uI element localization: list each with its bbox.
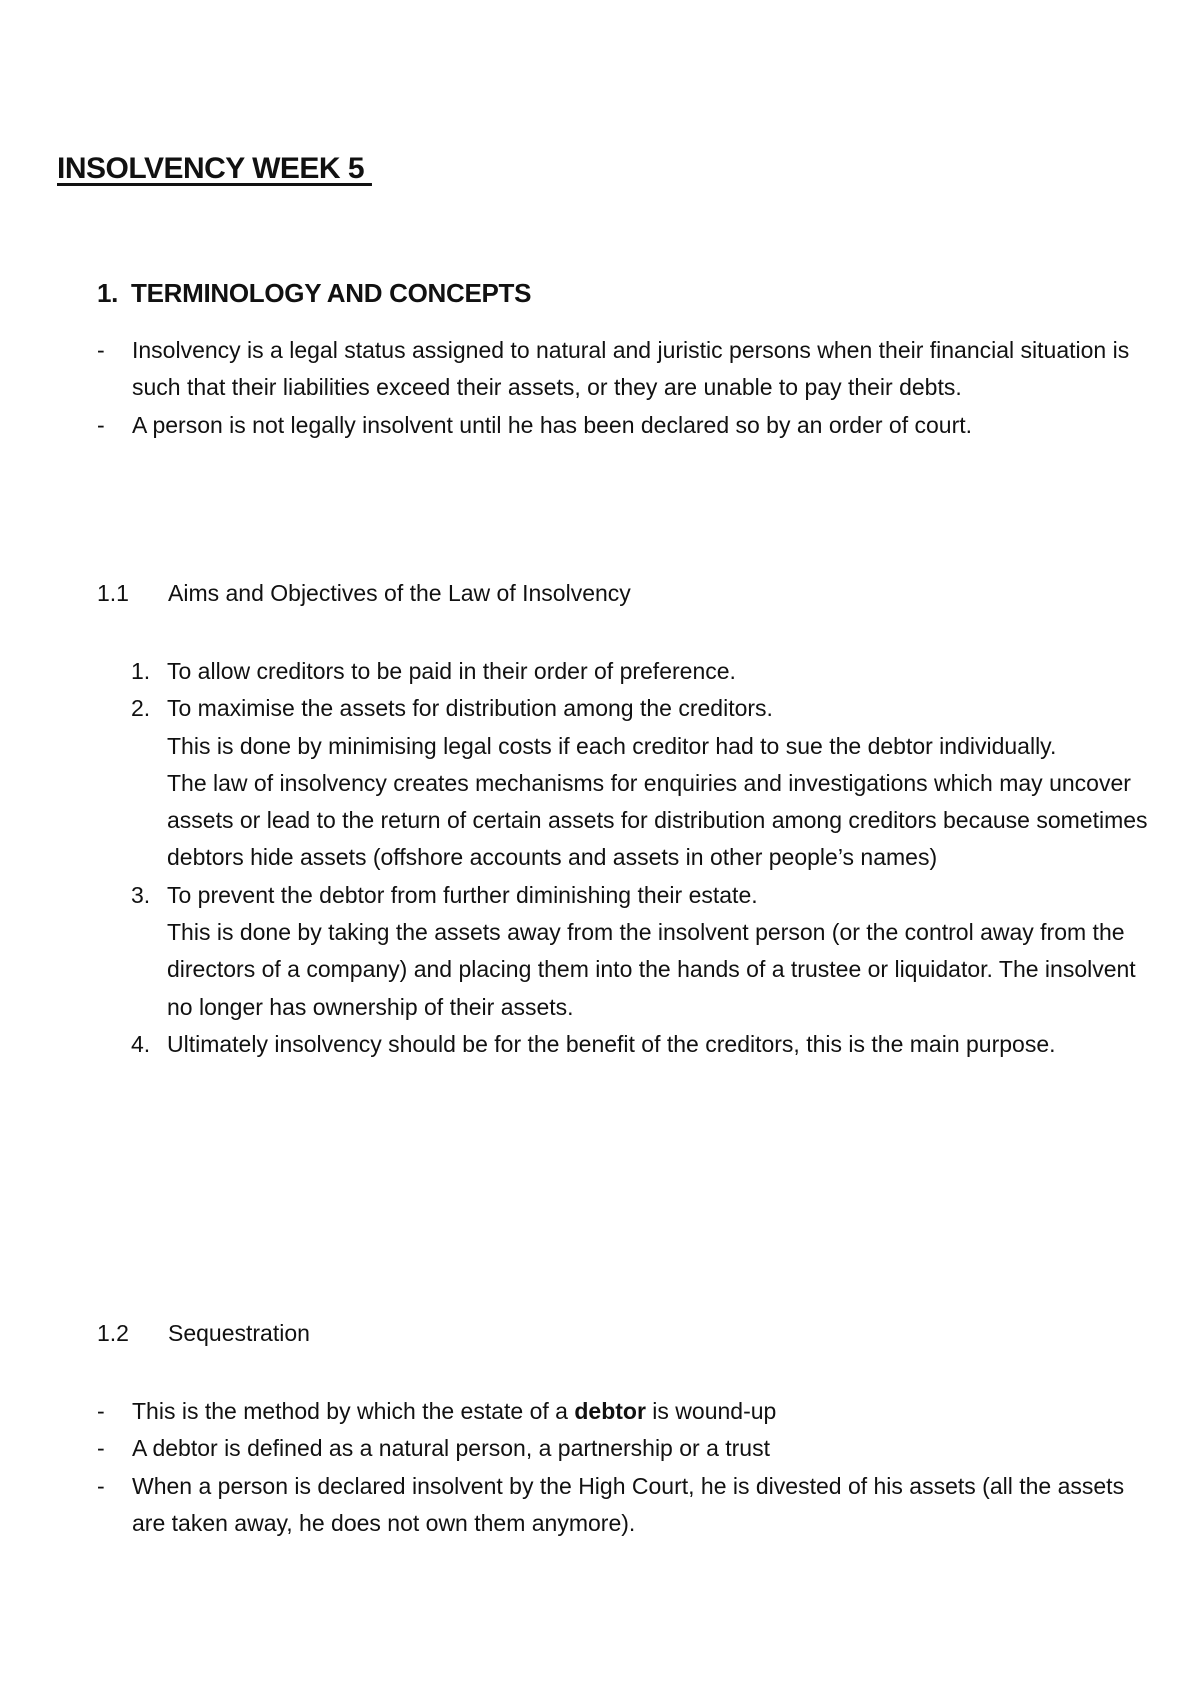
section-1-2-heading-text: Sequestration	[168, 1320, 310, 1346]
item-body	[167, 690, 1161, 876]
list-item	[131, 877, 1161, 1026]
bullet-marker: -	[97, 1398, 105, 1424]
item-paragraph: This is done by minimising legal costs if each creditor had to sue the debtor individually.	[167, 732, 1057, 759]
item-paragraph: This is done by taking the assets away from the insolvent person (or the control away from the directors of a company) and placing them into the hands of a trustee or liquidator. The insolvent no longer has ownership of their assets.	[167, 919, 1136, 1020]
bullet-text: Insolvency is a legal status assigned to natural and juristic persons when their financial situation is such that their liabilities exceed their assets, or they are unable to pay their debts.	[132, 337, 1130, 401]
bullet-text: A person is not legally insolvent until he has been declared so by an order of court.	[132, 411, 973, 438]
section-1-heading	[97, 278, 531, 309]
item-text: Ultimately insolvency should be for the benefit of the creditors, this is the main purpose.	[167, 1030, 1056, 1057]
bullet-text: When a person is declared insolvent by the High Court, he is divested of his assets (all the assets are taken away, he does not own them anymore).	[132, 1472, 1125, 1536]
list-item	[97, 1393, 1157, 1430]
list-item	[97, 407, 1157, 444]
section-1-2-heading	[97, 1320, 310, 1347]
section-1-heading-text: TERMINOLOGY AND CONCEPTS	[131, 278, 532, 308]
item-number: 3.	[131, 881, 151, 908]
document-title: INSOLVENCY WEEK 5	[57, 152, 372, 185]
section-1-2-number: 1.2	[97, 1320, 129, 1346]
section-1-1-numbered-list	[131, 653, 1161, 1063]
list-item	[131, 1026, 1161, 1063]
section-1-1-heading-text: Aims and Objectives of the Law of Insolvency	[168, 580, 631, 606]
section-1-2-bullet-list	[97, 1393, 1157, 1542]
bullet-text-part: is wound-up	[645, 1398, 777, 1424]
item-text: To allow creditors to be paid in their order of preference.	[167, 658, 736, 684]
list-item	[97, 1430, 1157, 1467]
bullet-marker: -	[97, 337, 105, 363]
bullet-marker: -	[97, 411, 105, 438]
bullet-text-part: This is the method by which the estate of a	[132, 1398, 575, 1424]
item-number: 1.	[131, 658, 151, 684]
bold-term-debtor: debtor	[574, 1398, 646, 1424]
bullet-marker: -	[97, 1472, 105, 1499]
item-text: To maximise the assets for distribution among the creditors.	[167, 695, 773, 722]
list-item	[131, 653, 1161, 690]
section-1-bullet-list	[97, 332, 1157, 444]
item-number: 2.	[131, 695, 151, 722]
list-item	[97, 332, 1157, 407]
item-body	[167, 877, 1161, 1026]
item-number: 4.	[131, 1030, 151, 1057]
section-1-1-heading	[97, 580, 631, 607]
bullet-marker: -	[97, 1435, 105, 1462]
item-paragraph: The law of insolvency creates mechanisms for enquiries and investigations which may uncover assets or lead to the return of certain assets for distribution among creditors because sometimes debtors hide assets (offshore accounts and assets in other people’s names)	[167, 769, 1148, 871]
bullet-text: A debtor is defined as a natural person, a partnership or a trust	[132, 1435, 770, 1462]
section-1-1-number: 1.1	[97, 580, 129, 606]
list-item	[131, 690, 1161, 876]
bullet-text	[132, 1393, 1157, 1430]
section-1-number: 1.	[97, 278, 119, 308]
list-item	[97, 1468, 1157, 1543]
item-text: To prevent the debtor from further diminishing their estate.	[167, 881, 758, 908]
